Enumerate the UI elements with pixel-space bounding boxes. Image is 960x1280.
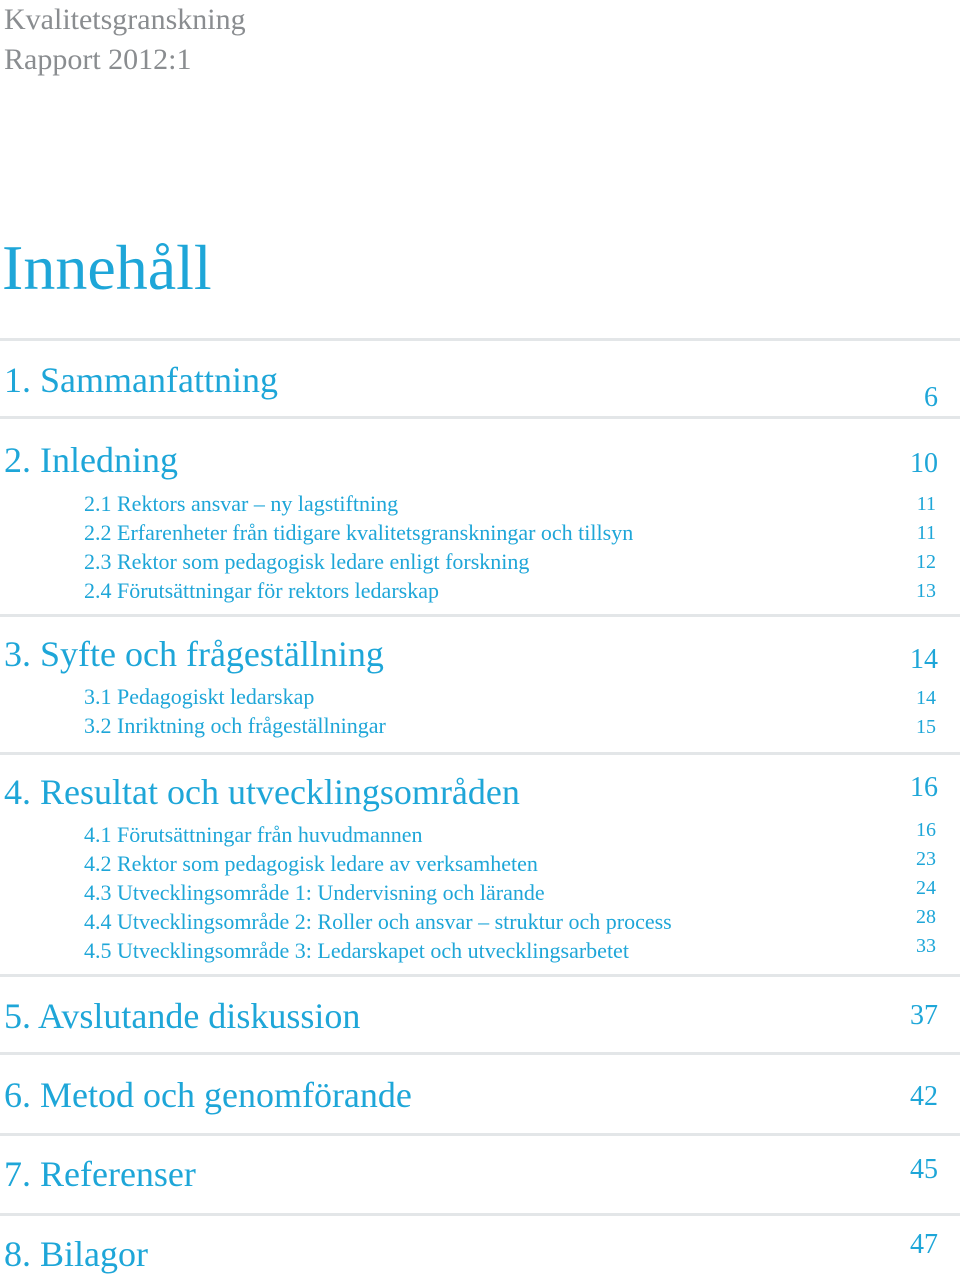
subsection-list (84, 820, 672, 965)
subsection-page: 24 (916, 877, 936, 899)
subsection-list (84, 489, 633, 605)
section-page: 10 (910, 448, 938, 479)
subsection-page: 13 (916, 580, 936, 602)
subsection-title[interactable]: 4.5 Utvecklingsområde 3: Ledarskapet och utvecklingsarbetet (84, 938, 629, 963)
subsection-page: 14 (916, 687, 936, 709)
divider (0, 974, 960, 977)
subsection-title[interactable]: 4.3 Utvecklingsområde 1: Undervisning och lärande (84, 880, 545, 905)
section-page: 37 (910, 1000, 938, 1031)
subsection-title[interactable]: 3.1 Pedagogiskt ledarskap (84, 684, 315, 709)
subsection-page: 33 (916, 935, 936, 957)
subsection-title[interactable]: 3.2 Inriktning och frågeställningar (84, 713, 386, 738)
section-page: 6 (924, 382, 938, 413)
subsection-page: 12 (916, 551, 936, 573)
divider (0, 1052, 960, 1055)
section-page: 42 (910, 1081, 938, 1112)
subsection-title[interactable]: 4.1 Förutsättningar från huvudmannen (84, 822, 423, 847)
section-page: 45 (910, 1154, 938, 1185)
section-title[interactable]: 7. Referenser (4, 1154, 196, 1194)
subsection-page: 15 (916, 716, 936, 738)
report-series-title: Kvalitetsgranskning (4, 3, 246, 36)
subsection-page: 11 (916, 493, 936, 515)
section-title[interactable]: 6. Metod och genomförande (4, 1075, 412, 1115)
toc-heading: Innehåll (2, 232, 212, 303)
section-title[interactable]: 5. Avslutande diskussion (4, 996, 361, 1036)
section-title[interactable]: 8. Bilagor (4, 1234, 148, 1274)
report-number: Rapport 2012:1 (4, 43, 192, 76)
divider (0, 338, 960, 341)
subsection-page: 16 (916, 819, 936, 841)
subsection-pages (916, 684, 936, 742)
divider (0, 614, 960, 617)
section-title[interactable]: 3. Syfte och frågeställning (4, 634, 384, 674)
subsection-page: 28 (916, 906, 936, 928)
subsection-title[interactable]: 2.2 Erfarenheter från tidigare kvalitetsgranskningar och tillsyn (84, 520, 634, 545)
section-page: 47 (910, 1229, 938, 1260)
divider (0, 416, 960, 419)
section-page: 16 (910, 772, 938, 803)
section-title[interactable]: 1. Sammanfattning (4, 360, 278, 400)
subsection-page: 23 (916, 848, 936, 870)
subsection-pages (916, 490, 936, 606)
subsection-title[interactable]: 2.1 Rektors ansvar – ny lagstiftning (84, 491, 399, 516)
subsection-list (84, 682, 386, 740)
document-header (4, 0, 246, 80)
divider (0, 1213, 960, 1216)
section-title[interactable]: 2. Inledning (4, 440, 178, 480)
subsection-title[interactable]: 2.4 Förutsättningar för rektors ledarskap (84, 578, 439, 603)
subsection-title[interactable]: 2.3 Rektor som pedagogisk ledare enligt forskning (84, 549, 530, 574)
divider (0, 752, 960, 755)
section-title[interactable]: 4. Resultat och utvecklingsområden (4, 772, 520, 812)
subsection-title[interactable]: 4.2 Rektor som pedagogisk ledare av verksamheten (84, 851, 538, 876)
section-page: 14 (910, 644, 938, 675)
subsection-title[interactable]: 4.4 Utvecklingsområde 2: Roller och ansvar – struktur och process (84, 909, 672, 934)
subsection-page: 11 (916, 522, 936, 544)
divider (0, 1133, 960, 1136)
subsection-pages (916, 816, 936, 961)
